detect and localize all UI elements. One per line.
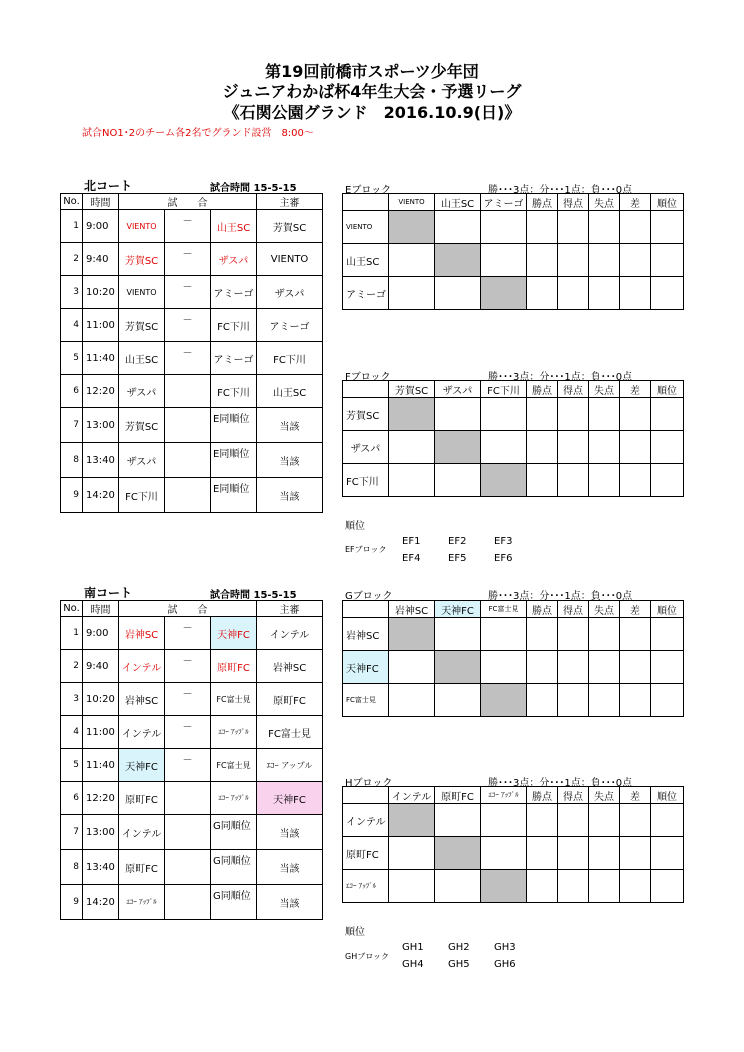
team-2: 天神FC	[211, 617, 257, 650]
row-team: 山王SC	[343, 244, 389, 277]
team-2: G同順位	[211, 815, 257, 850]
ranking-gh-name: GHブロック	[345, 952, 390, 961]
referee: 当該	[257, 408, 323, 443]
referee: ザスパ	[257, 276, 323, 309]
col-rank: 順位	[651, 787, 684, 804]
row-team: VIENTO	[343, 211, 389, 244]
versus-cell	[165, 243, 211, 276]
match-no: 6	[61, 782, 83, 815]
col-rank: 順位	[651, 601, 684, 618]
table-row	[61, 716, 323, 749]
match-no: 4	[61, 309, 83, 342]
south-match-time: 試合時間 15-5-15	[210, 590, 297, 601]
ranking-gh-6: GH6	[494, 959, 516, 970]
match-no: 8	[61, 443, 83, 478]
row-team: FC下川	[343, 464, 389, 497]
ranking-ef-4: EF4	[402, 553, 421, 564]
table-row	[343, 618, 684, 651]
referee: FC富士見	[257, 716, 323, 749]
versus-cell	[165, 782, 211, 815]
ranking-gh-3: GH3	[494, 942, 516, 953]
col-goals-for: 得点	[558, 601, 589, 618]
col-team: FC下川	[481, 381, 527, 398]
block-g-table	[342, 600, 684, 717]
match-no: 3	[61, 276, 83, 309]
team-1: 原町FC	[119, 850, 165, 885]
team-1: 芳賀SC	[119, 309, 165, 342]
table-row	[343, 804, 684, 837]
ranking-gh-5: GH5	[448, 959, 470, 970]
referee: VIENTO	[257, 243, 323, 276]
north-match-time: 試合時間 15-5-15	[210, 183, 297, 194]
match-time: 10:20	[83, 683, 119, 716]
row-team: インテル	[343, 804, 389, 837]
versus-dash: －	[182, 722, 193, 733]
team-1: 芳賀SC	[119, 408, 165, 443]
title-line-2: ジュニアわかば杯4年生大会・予選リーグ	[222, 82, 522, 101]
table-row	[61, 408, 323, 443]
referee-header: 主審	[257, 194, 323, 210]
match-no: 9	[61, 885, 83, 920]
col-points: 勝点	[527, 787, 558, 804]
match-no: 3	[61, 683, 83, 716]
col-goals-for: 得点	[558, 787, 589, 804]
match-time: 11:00	[83, 309, 119, 342]
match-time: 9:40	[83, 650, 119, 683]
no-header: No.	[61, 194, 83, 210]
team-1: ザスパ	[119, 443, 165, 478]
team-2: FC下川	[211, 309, 257, 342]
table-row	[343, 870, 684, 903]
row-team: ｴｺｰ ｱｯﾌﾟﾙ	[343, 870, 389, 903]
table-row	[61, 243, 323, 276]
match-no: 5	[61, 342, 83, 375]
col-diff: 差	[620, 787, 651, 804]
corner-cell	[343, 381, 389, 398]
versus-cell	[165, 375, 211, 408]
match-time: 12:20	[83, 782, 119, 815]
versus-cell	[165, 443, 211, 478]
block-h-label: Hブロック	[345, 778, 393, 789]
referee: 当該	[257, 443, 323, 478]
block-f-table	[342, 380, 684, 497]
team-1: 岩神SC	[119, 617, 165, 650]
col-points: 勝点	[527, 381, 558, 398]
table-row	[343, 211, 684, 244]
referee: 当該	[257, 850, 323, 885]
block-g-points: 勝･･･3点：分･･･1点：負･･･0点	[488, 591, 633, 602]
match-time: 10:20	[83, 276, 119, 309]
versus-dash: －	[182, 348, 193, 359]
referee-header: 主審	[257, 601, 323, 617]
match-no: 7	[61, 408, 83, 443]
col-team: インテル	[389, 787, 435, 804]
team-2: ザスパ	[211, 243, 257, 276]
col-goals-for: 得点	[558, 194, 589, 211]
referee: 当該	[257, 885, 323, 920]
table-row	[343, 651, 684, 684]
match-time: 14:20	[83, 478, 119, 513]
referee: アミーゴ	[257, 309, 323, 342]
versus-dash: －	[182, 282, 193, 293]
block-h-table	[342, 786, 684, 903]
referee: インテル	[257, 617, 323, 650]
versus-cell	[165, 478, 211, 513]
versus-cell	[165, 276, 211, 309]
row-team: ザスパ	[343, 431, 389, 464]
team-1: 芳賀SC	[119, 243, 165, 276]
team-1: 岩神SC	[119, 683, 165, 716]
corner-cell	[343, 194, 389, 211]
referee: 原町FC	[257, 683, 323, 716]
match-no: 4	[61, 716, 83, 749]
table-row	[343, 277, 684, 310]
table-row	[61, 210, 323, 243]
table-row	[61, 885, 323, 920]
ranking-ef-6: EF6	[494, 553, 513, 564]
col-team: アミーゴ	[481, 194, 527, 211]
col-points: 勝点	[527, 194, 558, 211]
match-time: 13:40	[83, 443, 119, 478]
col-rank: 順位	[651, 381, 684, 398]
match-time: 12:20	[83, 375, 119, 408]
team-1: ザスパ	[119, 375, 165, 408]
setup-note: 試合NO1･2のチーム各2名でグランド設営 8:00～	[82, 128, 314, 139]
team-2: ｴｺｰ ｱｯﾌﾟﾙ	[211, 716, 257, 749]
table-row	[61, 782, 323, 815]
versus-dash: －	[182, 249, 193, 260]
team-1: ｴｺｰ ｱｯﾌﾟﾙ	[119, 885, 165, 920]
team-2: E同順位	[211, 478, 257, 513]
table-row	[61, 443, 323, 478]
team-1: インテル	[119, 716, 165, 749]
block-f-points: 勝･･･3点：分･･･1点：負･･･0点	[488, 372, 633, 383]
team-1: インテル	[119, 650, 165, 683]
referee: ｴｺｰ アップル	[257, 749, 323, 782]
versus-cell	[165, 885, 211, 920]
row-team: アミーゴ	[343, 277, 389, 310]
table-row	[61, 478, 323, 513]
referee: 当該	[257, 478, 323, 513]
team-2: E同順位	[211, 408, 257, 443]
col-team: ｴｺｰ ｱｯﾌﾟﾙ	[481, 787, 527, 804]
ranking-gh-1: GH1	[402, 942, 424, 953]
row-team: 芳賀SC	[343, 398, 389, 431]
team-2: E同順位	[211, 443, 257, 478]
col-team: 原町FC	[435, 787, 481, 804]
north-court-label: 北コート	[84, 179, 133, 193]
col-team: 山王SC	[435, 194, 481, 211]
match-time: 11:00	[83, 716, 119, 749]
referee: 天神FC	[257, 782, 323, 815]
ranking-ef-5: EF5	[448, 553, 467, 564]
referee: 岩神SC	[257, 650, 323, 683]
table-row	[343, 398, 684, 431]
match-time: 11:40	[83, 342, 119, 375]
ranking-ef-1: EF1	[402, 536, 421, 547]
north-header-row	[61, 194, 323, 210]
col-points: 勝点	[527, 601, 558, 618]
match-time: 9:00	[83, 617, 119, 650]
table-row	[343, 684, 684, 717]
title-line-3: 《石関公園グランド 2016.10.9(日)》	[223, 103, 521, 122]
col-goals-against: 失点	[589, 787, 620, 804]
table-row	[61, 749, 323, 782]
match-no: 6	[61, 375, 83, 408]
versus-cell	[165, 342, 211, 375]
versus-cell	[165, 210, 211, 243]
team-1: 原町FC	[119, 782, 165, 815]
table-row	[61, 342, 323, 375]
match-no: 2	[61, 243, 83, 276]
team-2: アミーゴ	[211, 342, 257, 375]
ranking-label-ef: 順位	[345, 521, 365, 532]
versus-dash: －	[182, 623, 193, 634]
col-diff: 差	[620, 381, 651, 398]
versus-dash: －	[182, 689, 193, 700]
col-goals-against: 失点	[589, 194, 620, 211]
versus-cell	[165, 309, 211, 342]
ranking-gh-2: GH2	[448, 942, 470, 953]
versus-cell	[165, 408, 211, 443]
time-header: 時間	[83, 194, 119, 210]
match-time: 13:40	[83, 850, 119, 885]
table-row	[61, 815, 323, 850]
match-no: 1	[61, 617, 83, 650]
referee: FC下川	[257, 342, 323, 375]
block-f-label: Fブロック	[345, 372, 391, 383]
match-no: 9	[61, 478, 83, 513]
versus-dash: －	[182, 656, 193, 667]
col-team: 岩神SC	[389, 601, 435, 618]
versus-cell	[165, 716, 211, 749]
table-row	[343, 431, 684, 464]
table-row	[61, 617, 323, 650]
team-2: FC下川	[211, 375, 257, 408]
match-time: 9:00	[83, 210, 119, 243]
team-2: アミーゴ	[211, 276, 257, 309]
no-header: No.	[61, 601, 83, 617]
block-h-points: 勝･･･3点：分･･･1点：負･･･0点	[488, 778, 633, 789]
team-1: VIENTO	[119, 276, 165, 309]
table-row	[343, 837, 684, 870]
referee: 山王SC	[257, 375, 323, 408]
corner-cell	[343, 787, 389, 804]
table-row	[61, 650, 323, 683]
block-e-table	[342, 193, 684, 310]
team-2: FC富士見	[211, 683, 257, 716]
col-team: VIENTO	[389, 194, 435, 211]
match-header: 試 合	[119, 194, 257, 210]
team-2: 原町FC	[211, 650, 257, 683]
south-header-row	[61, 601, 323, 617]
table-row	[343, 464, 684, 497]
team-2: G同順位	[211, 850, 257, 885]
match-time: 13:00	[83, 408, 119, 443]
table-row	[61, 309, 323, 342]
match-header: 試 合	[119, 601, 257, 617]
match-time: 9:40	[83, 243, 119, 276]
table-row	[61, 850, 323, 885]
ranking-ef-2: EF2	[448, 536, 467, 547]
team-1: 天神FC	[119, 749, 165, 782]
match-no: 1	[61, 210, 83, 243]
col-diff: 差	[620, 601, 651, 618]
table-row	[61, 276, 323, 309]
table-row	[343, 244, 684, 277]
block-e-points: 勝･･･3点：分･･･1点：負･･･0点	[488, 185, 633, 196]
ranking-ef-name: EFブロック	[345, 545, 387, 554]
match-time: 11:40	[83, 749, 119, 782]
referee: 当該	[257, 815, 323, 850]
row-team: 岩神SC	[343, 618, 389, 651]
col-goals-against: 失点	[589, 381, 620, 398]
table-row	[61, 683, 323, 716]
match-no: 8	[61, 850, 83, 885]
north-schedule-table	[60, 193, 323, 513]
block-g-label: Gブロック	[345, 591, 393, 602]
team-2: ｴｺｰ ｱｯﾌﾟﾙ	[211, 782, 257, 815]
block-e-label: Eブロック	[345, 185, 392, 196]
row-team: 原町FC	[343, 837, 389, 870]
team-1: FC下川	[119, 478, 165, 513]
team-1: インテル	[119, 815, 165, 850]
ranking-gh-4: GH4	[402, 959, 424, 970]
col-team: ザスパ	[435, 381, 481, 398]
table-row	[61, 375, 323, 408]
col-team: FC富士見	[481, 601, 527, 618]
match-time: 13:00	[83, 815, 119, 850]
team-2: FC富士見	[211, 749, 257, 782]
match-time: 14:20	[83, 885, 119, 920]
title-line-1: 第19回前橋市スポーツ少年団	[265, 62, 479, 81]
row-team: 天神FC	[343, 651, 389, 684]
versus-cell	[165, 650, 211, 683]
col-team: 芳賀SC	[389, 381, 435, 398]
col-goals-for: 得点	[558, 381, 589, 398]
match-no: 2	[61, 650, 83, 683]
versus-cell	[165, 749, 211, 782]
row-team: FC富士見	[343, 684, 389, 717]
team-1: VIENTO	[119, 210, 165, 243]
referee: 芳賀SC	[257, 210, 323, 243]
team-1: 山王SC	[119, 342, 165, 375]
versus-cell	[165, 815, 211, 850]
corner-cell	[343, 601, 389, 618]
col-team: 天神FC	[435, 601, 481, 618]
time-header: 時間	[83, 601, 119, 617]
col-goals-against: 失点	[589, 601, 620, 618]
match-no: 5	[61, 749, 83, 782]
versus-dash: －	[182, 216, 193, 227]
team-2: G同順位	[211, 885, 257, 920]
south-court-label: 南コート	[84, 586, 133, 600]
col-rank: 順位	[651, 194, 684, 211]
versus-cell	[165, 683, 211, 716]
versus-cell	[165, 850, 211, 885]
ranking-label-gh: 順位	[345, 927, 365, 938]
south-schedule-table	[60, 600, 323, 920]
match-no: 7	[61, 815, 83, 850]
team-2: 山王SC	[211, 210, 257, 243]
versus-dash: －	[182, 315, 193, 326]
versus-cell	[165, 617, 211, 650]
versus-dash: －	[182, 755, 193, 766]
col-diff: 差	[620, 194, 651, 211]
ranking-ef-3: EF3	[494, 536, 513, 547]
